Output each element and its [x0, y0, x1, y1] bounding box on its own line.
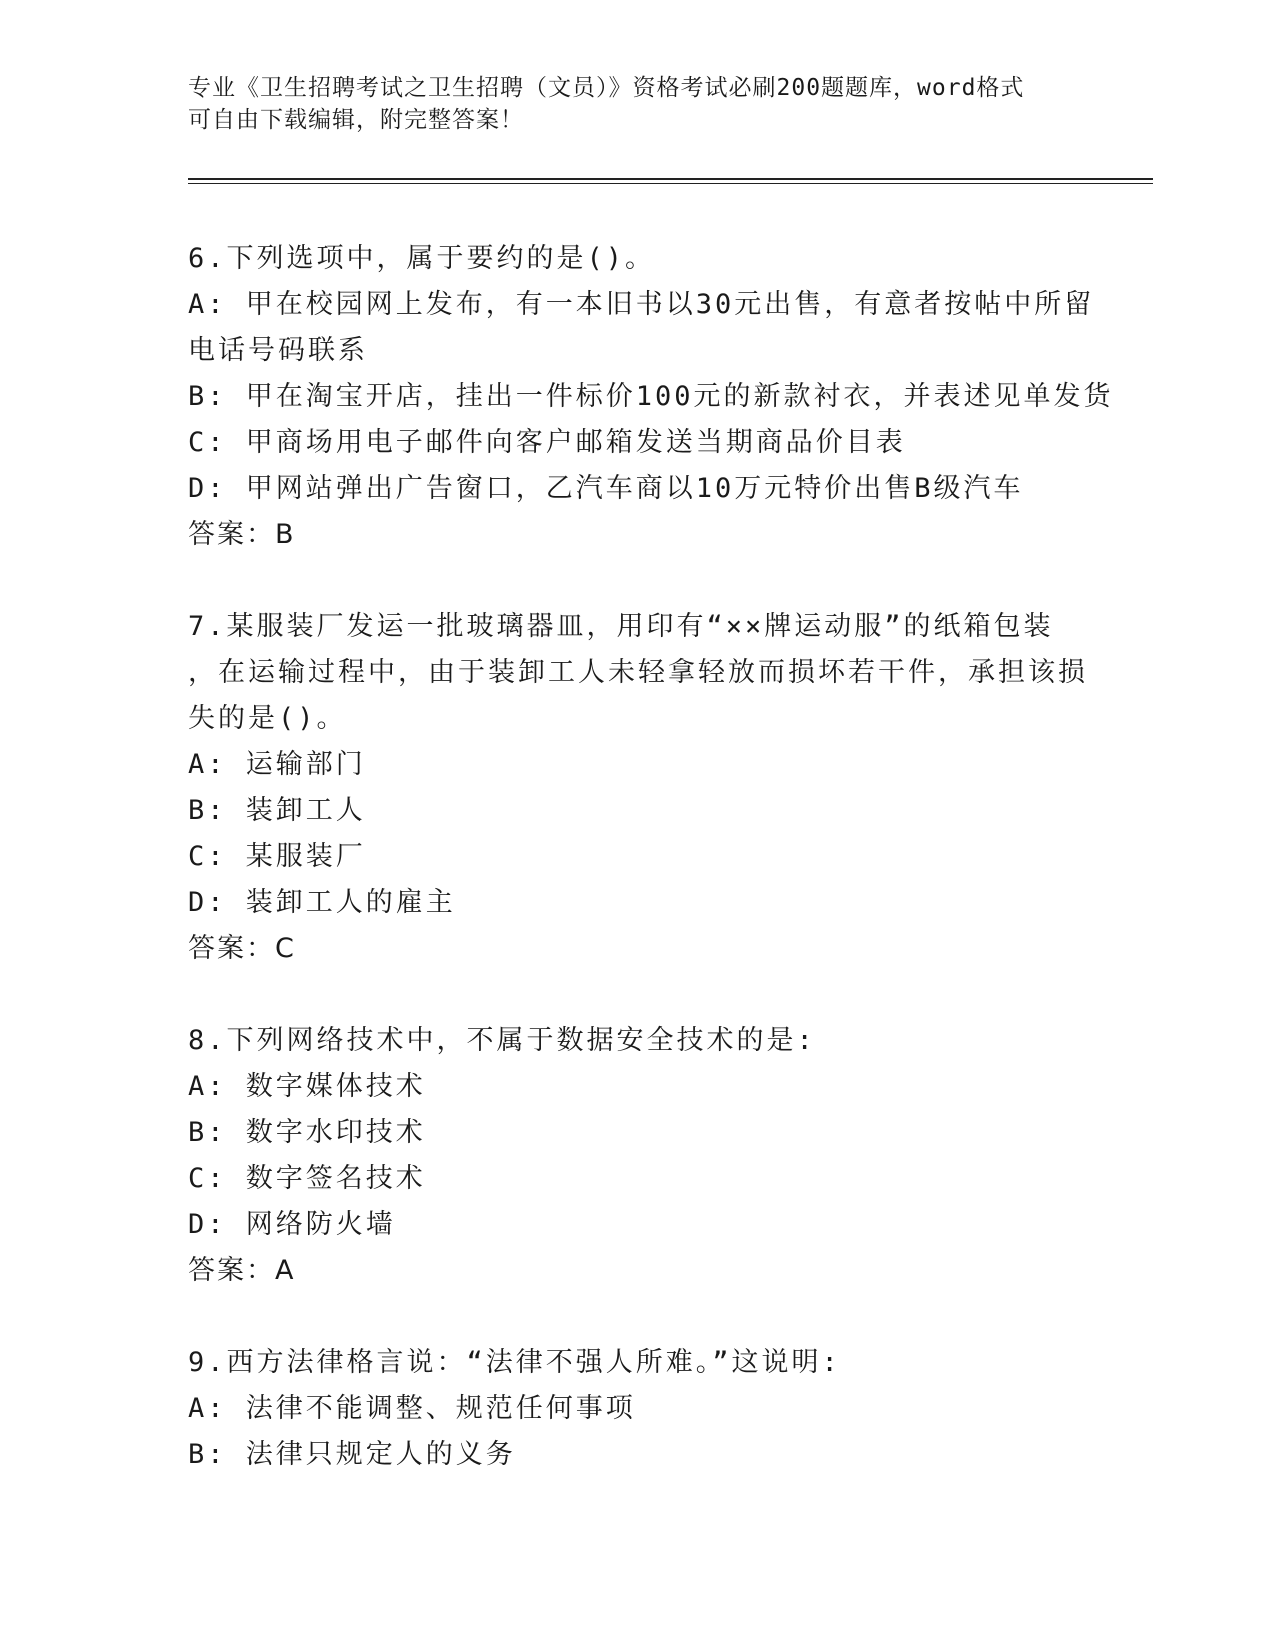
question-stem: 9.西方法律格言说：“法律不强人所难。”这说明:: [188, 1347, 841, 1378]
option-a: A: 甲在校园网上发布，有一本旧书以30元出售，有意者按帖中所留: [188, 289, 1095, 320]
question-list: [188, 236, 1114, 1524]
option-c: C: 某服装厂: [188, 841, 366, 872]
question-stem-line-1: 7.某服装厂发运一批玻璃器皿，用印有“××牌运动服”的纸箱包装: [188, 611, 1054, 642]
option-a-continued: 电话号码联系: [188, 335, 368, 366]
option-a: A: 数字媒体技术: [188, 1071, 426, 1102]
option-d: D: 甲网站弹出广告窗口，乙汽车商以10万元特价出售B级汽车: [188, 473, 1024, 504]
question-8: [188, 1018, 1088, 1294]
question-stem-line-2: ，在运输过程中，由于装卸工人未轻拿轻放而损坏若干件，承担该损: [188, 657, 1088, 688]
option-d: D: 网络防火墙: [188, 1209, 396, 1240]
header-divider: [188, 178, 1153, 184]
header-title-line-1: 专业《卫生招聘考试之卫生招聘（文员）》资格考试必刷200题题库，word格式: [188, 75, 1025, 101]
question-7: [188, 604, 1088, 972]
option-a: A: 法律不能调整、规范任何事项: [188, 1393, 636, 1424]
option-c: C: 甲商场用电子邮件向客户邮箱发送当期商品价目表: [188, 427, 906, 458]
option-b: B: 甲在淘宝开店，挂出一件标价100元的新款衬衣，并表述见单发货: [188, 381, 1114, 412]
question-stem-line-3: 失的是()。: [188, 703, 347, 734]
answer: 答案：C: [188, 933, 296, 964]
header-title-line-2: 可自由下载编辑，附完整答案！: [188, 107, 524, 133]
option-b: B: 装卸工人: [188, 795, 366, 826]
option-a: A: 运输部门: [188, 749, 366, 780]
question-stem: 8.下列网络技术中，不属于数据安全技术的是:: [188, 1025, 816, 1056]
option-d: D: 装卸工人的雇主: [188, 887, 456, 918]
question-stem: 6.下列选项中，属于要约的是()。: [188, 243, 656, 274]
option-b: B: 数字水印技术: [188, 1117, 426, 1148]
answer: 答案：B: [188, 519, 296, 550]
question-6: [188, 236, 1114, 558]
option-c: C: 数字签名技术: [188, 1163, 426, 1194]
question-9: [188, 1340, 1088, 1478]
option-b: B: 法律只规定人的义务: [188, 1439, 516, 1470]
answer: 答案：A: [188, 1255, 296, 1286]
document-header: [188, 72, 1068, 136]
